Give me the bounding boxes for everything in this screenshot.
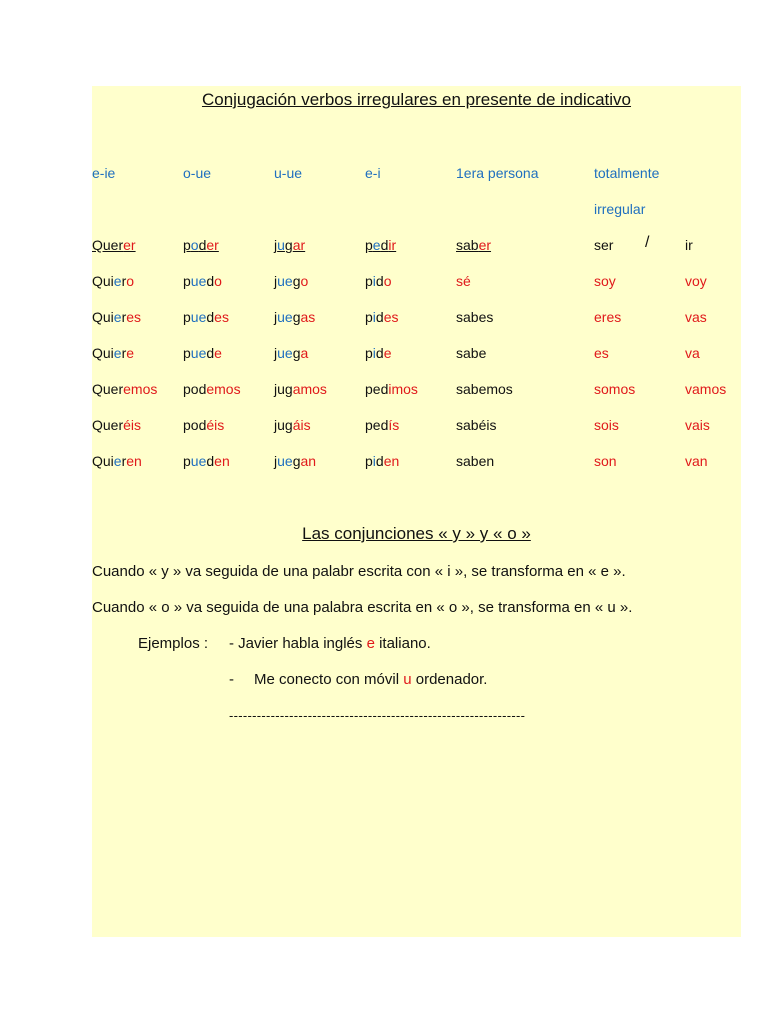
saber-nosotros: sabemos [456, 381, 513, 397]
header-totalmente: totalmente [594, 165, 660, 181]
header-irregular: irregular [594, 201, 646, 217]
header-u-ue: u-ue [274, 165, 303, 181]
example-2: Me conecto con móvil u ordenador. [254, 671, 488, 688]
querer-nosotros: Queremos [92, 381, 158, 397]
jugar-ellos: juegan [274, 453, 317, 469]
ser-el: es [594, 345, 609, 361]
example-1: - Javier habla inglés e italiano. [229, 635, 431, 652]
slash-separator: / [645, 234, 650, 251]
querer-ellos: Quieren [92, 453, 142, 469]
verb-saber-infinitive: saber [456, 237, 492, 253]
header-e-ie: e-ie [92, 165, 116, 181]
ir-tu: vas [685, 309, 707, 325]
jugar-vosotros: jugáis [274, 417, 311, 433]
jugar-yo: juego [274, 273, 309, 289]
pedir-yo: pido [365, 273, 392, 289]
ser-yo: soy [594, 273, 616, 289]
poder-vosotros: podéis [183, 417, 225, 433]
ser-ellos: son [594, 453, 617, 469]
document-page [92, 86, 741, 937]
poder-tu: puedes [183, 309, 229, 325]
ir-ellos: van [685, 453, 708, 469]
pedir-tu: pides [365, 309, 399, 325]
ser-nosotros: somos [594, 381, 636, 397]
header-e-i: e-i [365, 165, 381, 181]
header-o-ue: o-ue [183, 165, 212, 181]
poder-nosotros: podemos [183, 381, 241, 397]
ir-el: va [685, 345, 700, 361]
dashed-separator: ---------------------------------------------------------------- [229, 708, 526, 723]
conjunctions-title: Las conjunciones « y » y « o » [302, 524, 531, 543]
querer-yo: Quiero [92, 273, 135, 289]
pedir-el: pide [365, 345, 392, 361]
verb-ir-infinitive: ir [685, 237, 693, 253]
rule-y-e: Cuando « y » va seguida de una palabr escrita con « i », se transforma en « e ». [92, 563, 626, 580]
querer-tu: Quieres [92, 309, 142, 325]
ser-vosotros: sois [594, 417, 619, 433]
saber-vosotros: sabéis [456, 417, 497, 433]
saber-tu: sabes [456, 309, 494, 325]
ir-yo: voy [685, 273, 707, 289]
saber-ellos: saben [456, 453, 495, 469]
header-1era-persona: 1era persona [456, 165, 539, 181]
ir-vosotros: vais [685, 417, 710, 433]
querer-vosotros: Queréis [92, 417, 142, 433]
jugar-tu: juegas [274, 309, 316, 325]
pedir-vosotros: pedís [365, 417, 400, 433]
poder-yo: puedo [183, 273, 222, 289]
poder-ellos: pueden [183, 453, 230, 469]
verb-querer-infinitive: Querer [92, 237, 136, 253]
jugar-el: juega [274, 345, 309, 361]
verb-pedir-infinitive: pedir [365, 237, 397, 253]
verb-ser-infinitive: ser [594, 237, 614, 253]
saber-yo: sé [456, 273, 471, 289]
document-title: Conjugación verbos irregulares en presente de indicativo [201, 90, 632, 109]
saber-el: sabe [456, 345, 487, 361]
ir-nosotros: vamos [685, 381, 727, 397]
example-2-dash: - [229, 671, 234, 688]
pedir-ellos: piden [365, 453, 400, 469]
examples-label: Ejemplos : [138, 635, 209, 652]
rule-o-u: Cuando « o » va seguida de una palabra escrita en « o », se transforma en « u ». [92, 599, 633, 616]
verb-poder-infinitive: poder [183, 237, 219, 253]
ser-tu: eres [594, 309, 622, 325]
jugar-nosotros: jugamos [274, 381, 327, 397]
verb-jugar-infinitive: jugar [274, 237, 306, 253]
pedir-nosotros: pedimos [365, 381, 418, 397]
querer-el: Quiere [92, 345, 135, 361]
poder-el: puede [183, 345, 222, 361]
